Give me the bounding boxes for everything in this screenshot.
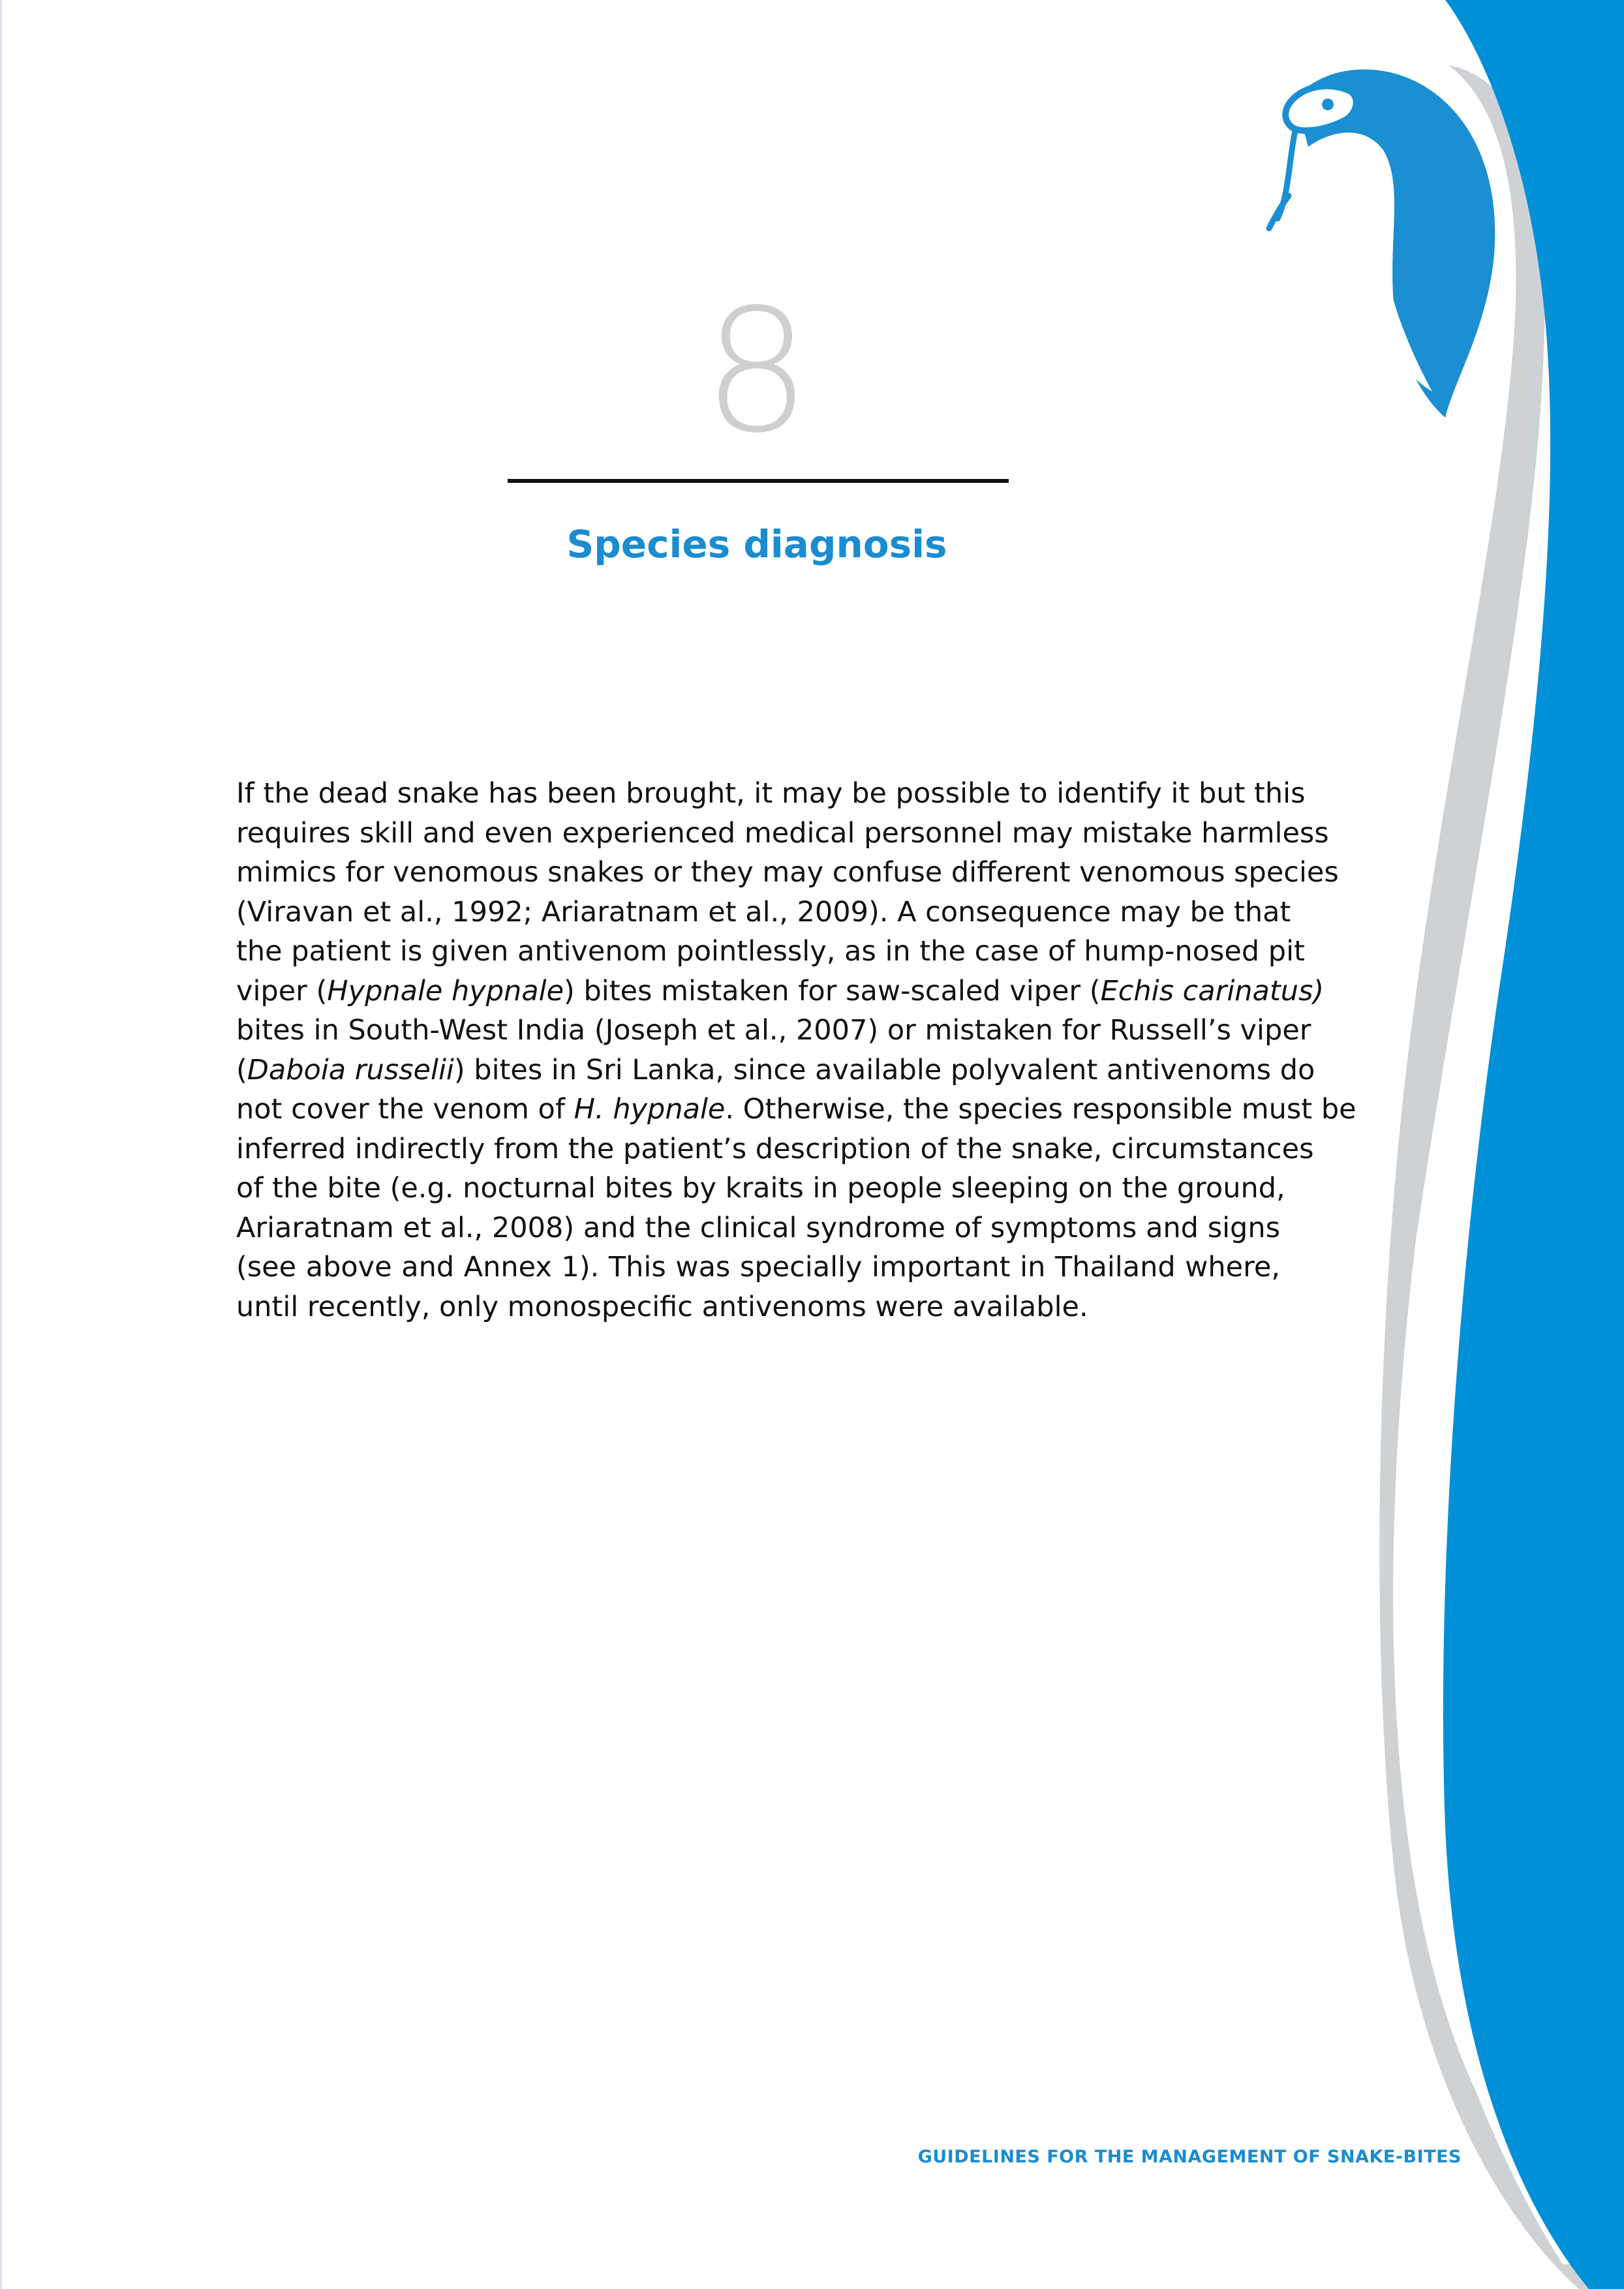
text-run: ) bites mistaken for saw-scaled viper ( [564, 974, 1101, 1007]
text-run: . Otherwise, the species responsible must be [725, 1093, 1356, 1126]
text-run: Ariaratnam et al., 2008) and the clinical syndrome of symptoms and signs [236, 1211, 1280, 1244]
text-run: of the bite (e.g. nocturnal bites by kraits in people sleeping on the ground, [236, 1172, 1285, 1205]
chapter-title: Species diagnosis [566, 522, 947, 566]
paragraph-line [236, 814, 1329, 853]
chapter-number: 8 [703, 273, 811, 470]
italic-species-name: Daboia russelii [247, 1053, 454, 1086]
paragraph-line [236, 893, 1291, 932]
paragraph-line [236, 853, 1339, 893]
paragraph-line [236, 972, 1325, 1011]
text-run: not cover the venom of [236, 1093, 574, 1126]
paragraph-line [236, 1208, 1280, 1248]
text-run: viper ( [236, 974, 328, 1007]
chapter-divider [508, 479, 1009, 483]
italic-species-name: Echis carinatus) [1100, 974, 1325, 1007]
running-footer-title: GUIDELINES FOR THE MANAGEMENT OF SNAKE-BITES [917, 2147, 1462, 2167]
text-run: the patient is given antivenom pointlessly, as in the case of hump-nosed pit [236, 935, 1305, 968]
text-run: requires skill and even experienced medical personnel may mistake harmless [236, 816, 1329, 850]
text-run: until recently, only monospecific antivenoms were available. [236, 1290, 1088, 1323]
paragraph-line [236, 932, 1305, 972]
paragraph-line [236, 1248, 1280, 1287]
text-run: mimics for venomous snakes or they may confuse different venomous species [236, 856, 1339, 889]
paragraph-line [236, 1011, 1311, 1051]
paragraph-line [236, 1129, 1314, 1169]
cobra-icon [1269, 69, 1495, 418]
text-run: bites in South-West India (Joseph et al., 2007) or mistaken for Russell’s viper [236, 1014, 1311, 1047]
text-run: If the dead snake has been brought, it may be possible to identify it but this [236, 777, 1306, 810]
text-run: ( [236, 1053, 247, 1086]
italic-species-name: Hypnale hypnale [327, 974, 564, 1007]
text-run: (Viravan et al., 1992; Ariaratnam et al., 2009). A consequence may be that [236, 895, 1291, 929]
paragraph-line [236, 1169, 1285, 1208]
body-paragraph [236, 774, 1356, 1327]
paragraph-line [236, 774, 1306, 814]
paragraph-line [236, 1090, 1356, 1129]
text-run: ) bites in Sri Lanka, since available polyvalent antivenoms do [453, 1053, 1315, 1086]
text-run: (see above and Annex 1). This was specially important in Thailand where, [236, 1251, 1280, 1283]
paragraph-line [236, 1287, 1280, 1327]
italic-species-name: H. hypnale [574, 1093, 726, 1126]
text-run: inferred indirectly from the patient’s description of the snake, circumstances [236, 1132, 1314, 1165]
paragraph-line [236, 1051, 1315, 1090]
